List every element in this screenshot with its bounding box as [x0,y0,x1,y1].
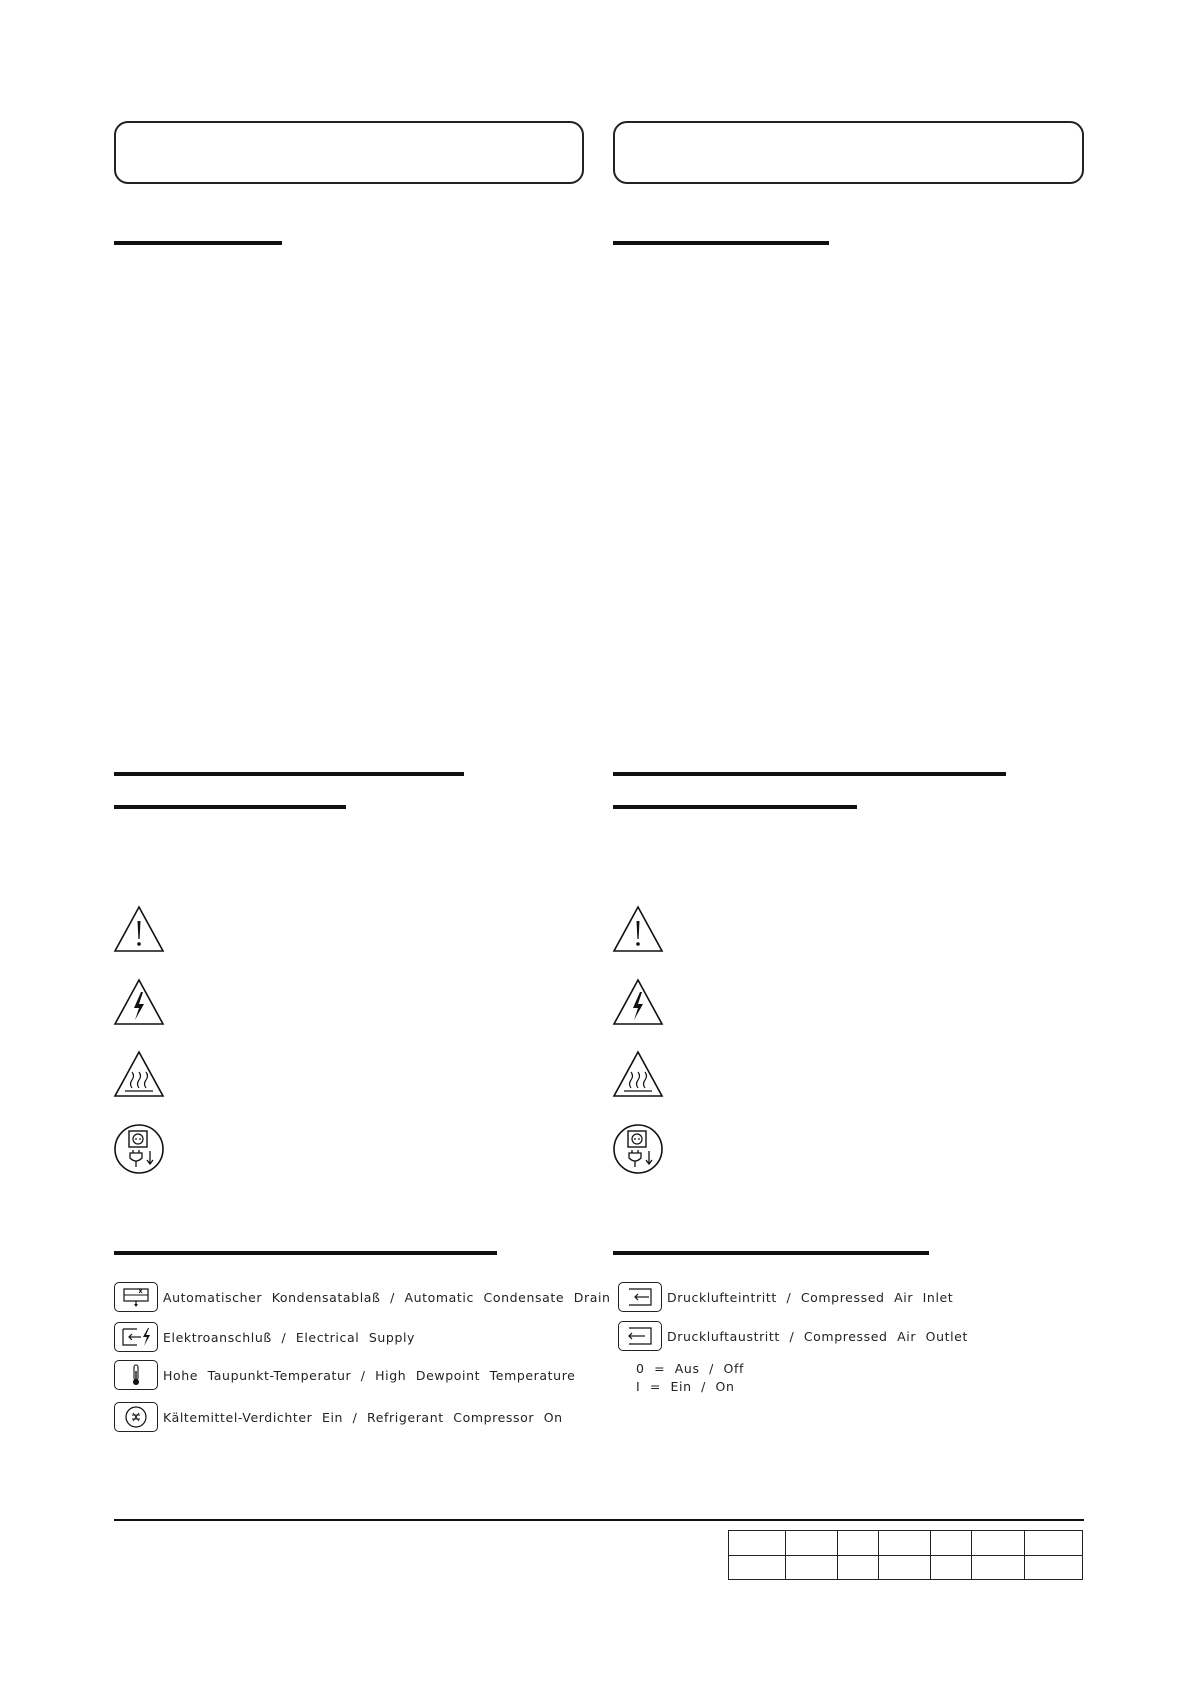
disconnect-plug-icon [113,1123,165,1175]
section-rule-right-2a [613,772,1006,776]
revision-cell [878,1531,931,1556]
revision-cell [729,1531,786,1556]
switch-state-on: I = Ein / On [636,1379,735,1394]
revision-cell [785,1531,837,1556]
footer-rule [114,1519,1084,1521]
hot-surface-icon [113,1050,165,1098]
section-rule-left-2b [114,805,346,809]
revision-cell [837,1555,878,1580]
revision-cell [972,1531,1025,1556]
air-inlet-icon [618,1282,662,1312]
revision-cell [785,1555,837,1580]
legend-label: Elektroanschluß / Electrical Supply [163,1329,416,1345]
revision-cell [729,1555,786,1580]
condensate-drain-icon [114,1282,158,1312]
revision-cell [931,1555,972,1580]
switch-state-off: 0 = Aus / Off [636,1361,744,1376]
hot-surface-icon [612,1050,664,1098]
section-rule-left-1 [114,241,282,245]
header-box-left [114,121,584,184]
legend-rule-left [114,1251,497,1255]
legend-rule-right [613,1251,929,1255]
air-outlet-icon [618,1321,662,1351]
general-warning-icon [612,905,664,953]
section-rule-right-2b [613,805,857,809]
general-warning-icon [113,905,165,953]
disconnect-plug-icon [612,1123,664,1175]
legend-label: Druckluftaustritt / Compressed Air Outlet [667,1328,968,1344]
legend-label: Automatischer Kondensatablaß / Automatic Condensate Drain [163,1289,611,1305]
legend-label: Hohe Taupunkt-Temperatur / High Dewpoint Temperature [163,1367,576,1383]
revision-cell [1025,1555,1083,1580]
legend-label: Kältemittel-Verdichter Ein / Refrigerant Compressor On [163,1409,563,1425]
revision-cell [1025,1531,1083,1556]
electric-shock-icon [113,978,165,1026]
header-box-right [613,121,1084,184]
compressor-icon [114,1402,158,1432]
legend-item-electrical-supply [114,1320,415,1354]
legend-item-condensate-drain [114,1280,611,1314]
thermometer-icon [114,1360,158,1390]
section-rule-right-1 [613,241,829,245]
revision-grid [728,1530,1083,1580]
legend-item-air-inlet [618,1280,953,1314]
revision-cell [931,1531,972,1556]
section-rule-left-2a [114,772,464,776]
legend-label: Drucklufteintritt / Compressed Air Inlet [667,1289,954,1305]
electric-shock-icon [612,978,664,1026]
revision-cell [972,1555,1025,1580]
electrical-supply-icon [114,1322,158,1352]
revision-cell [837,1531,878,1556]
legend-item-air-outlet [618,1319,968,1353]
revision-cell [878,1555,931,1580]
legend-item-compressor-on [114,1400,563,1434]
legend-item-high-dewpoint [114,1358,575,1392]
